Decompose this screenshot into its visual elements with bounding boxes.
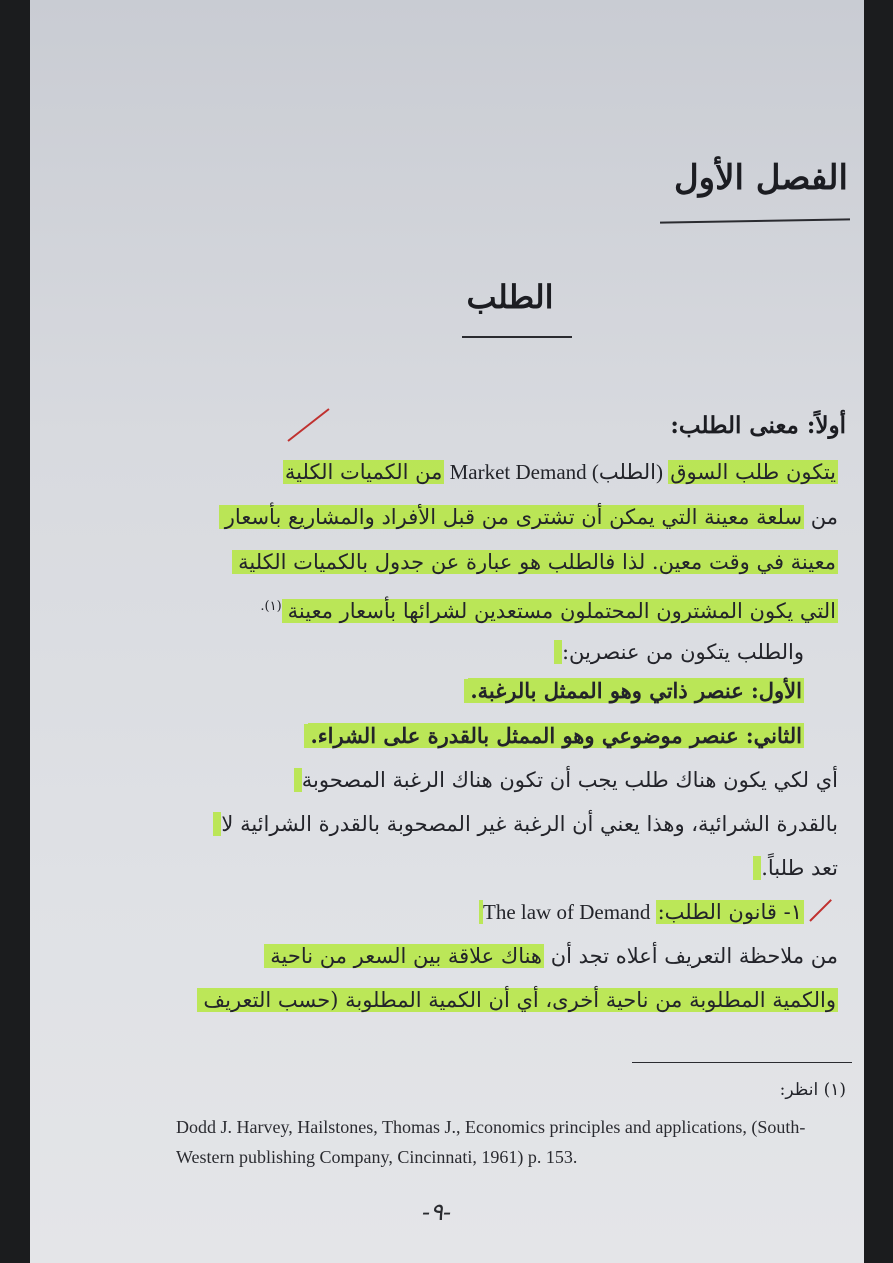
line-text: (الطلب) Market Demand (444, 460, 669, 484)
body-line (138, 848, 838, 888)
footnote-label: (١) انظر: (779, 1080, 846, 1100)
body-line (138, 980, 838, 1020)
body-line (104, 671, 804, 711)
line-text: (١). (260, 599, 282, 614)
body-line (104, 632, 804, 672)
section-heading: أولاً: معنى الطلب: (670, 412, 846, 439)
line-text: The law of Demand (483, 900, 656, 924)
highlighted-text: يتكون طلب السوق (670, 460, 836, 484)
body-line (138, 497, 838, 537)
chapter-underline (660, 218, 850, 223)
body-line (138, 760, 838, 800)
pen-mark (809, 899, 832, 922)
body-line (138, 936, 838, 976)
line-text: من (804, 505, 838, 529)
line-text: بالقدرة الشرائية، وهذا يعني أن الرغبة غير المصحوبة بالقدرة الشرائية لا (221, 812, 838, 836)
page-title: الطلب (466, 278, 554, 316)
highlighted-text: سلعة معينة التي يمكن أن تشترى من قبل الأفراد والمشاريع بأسعار (224, 505, 803, 529)
highlighted-text: هناك علاقة بين السعر من ناحية (270, 944, 543, 968)
pen-mark (287, 408, 329, 442)
highlighted-text: والكمية المطلوبة من ناحية أخرى، أي أن الكمية المطلوبة (حسب التعريف (203, 988, 836, 1012)
body-line (138, 587, 838, 627)
highlighted-text: من الكميات الكلية (284, 460, 443, 484)
footnote-citation: Dodd J. Harvey, Hailstones, Thomas J., Economics principles and applications, (South- Western publishing Company, Cincinnati, 1961) p. 153. (176, 1117, 806, 1167)
chapter-heading: الفصل الأول (673, 158, 848, 198)
page-number: -٩- (422, 1198, 452, 1226)
document-page (30, 0, 864, 1263)
title-underline (462, 336, 572, 338)
highlighted-text: الثاني: عنصر موضوعي وهو الممثل بالقدرة على الشراء. (310, 723, 802, 748)
body-line (138, 804, 838, 844)
body-line (138, 452, 838, 492)
body-line (104, 716, 804, 756)
line-text: والطلب يتكون من عنصرين: (561, 640, 804, 664)
highlighted-text: ١- قانون الطلب: (657, 900, 802, 924)
line-text: أي لكي يكون هناك طلب يجب أن تكون هناك الرغبة المصحوبة (301, 768, 838, 792)
line-text: تعد طلباً. (761, 856, 838, 880)
highlighted-text: معينة في وقت معين. لذا فالطلب هو عبارة عن جدول بالكميات الكلية (238, 550, 836, 574)
body-line (104, 892, 804, 932)
body-line (138, 542, 838, 582)
highlighted-text: التي يكون المشترون المحتملون مستعدين لشرائها بأسعار معينة (287, 599, 836, 623)
line-text: من ملاحظة التعريف أعلاه تجد أن (544, 944, 838, 968)
highlighted-text: الأول: عنصر ذاتي وهو الممثل بالرغبة. (470, 678, 802, 703)
footnote-separator (632, 1062, 852, 1063)
